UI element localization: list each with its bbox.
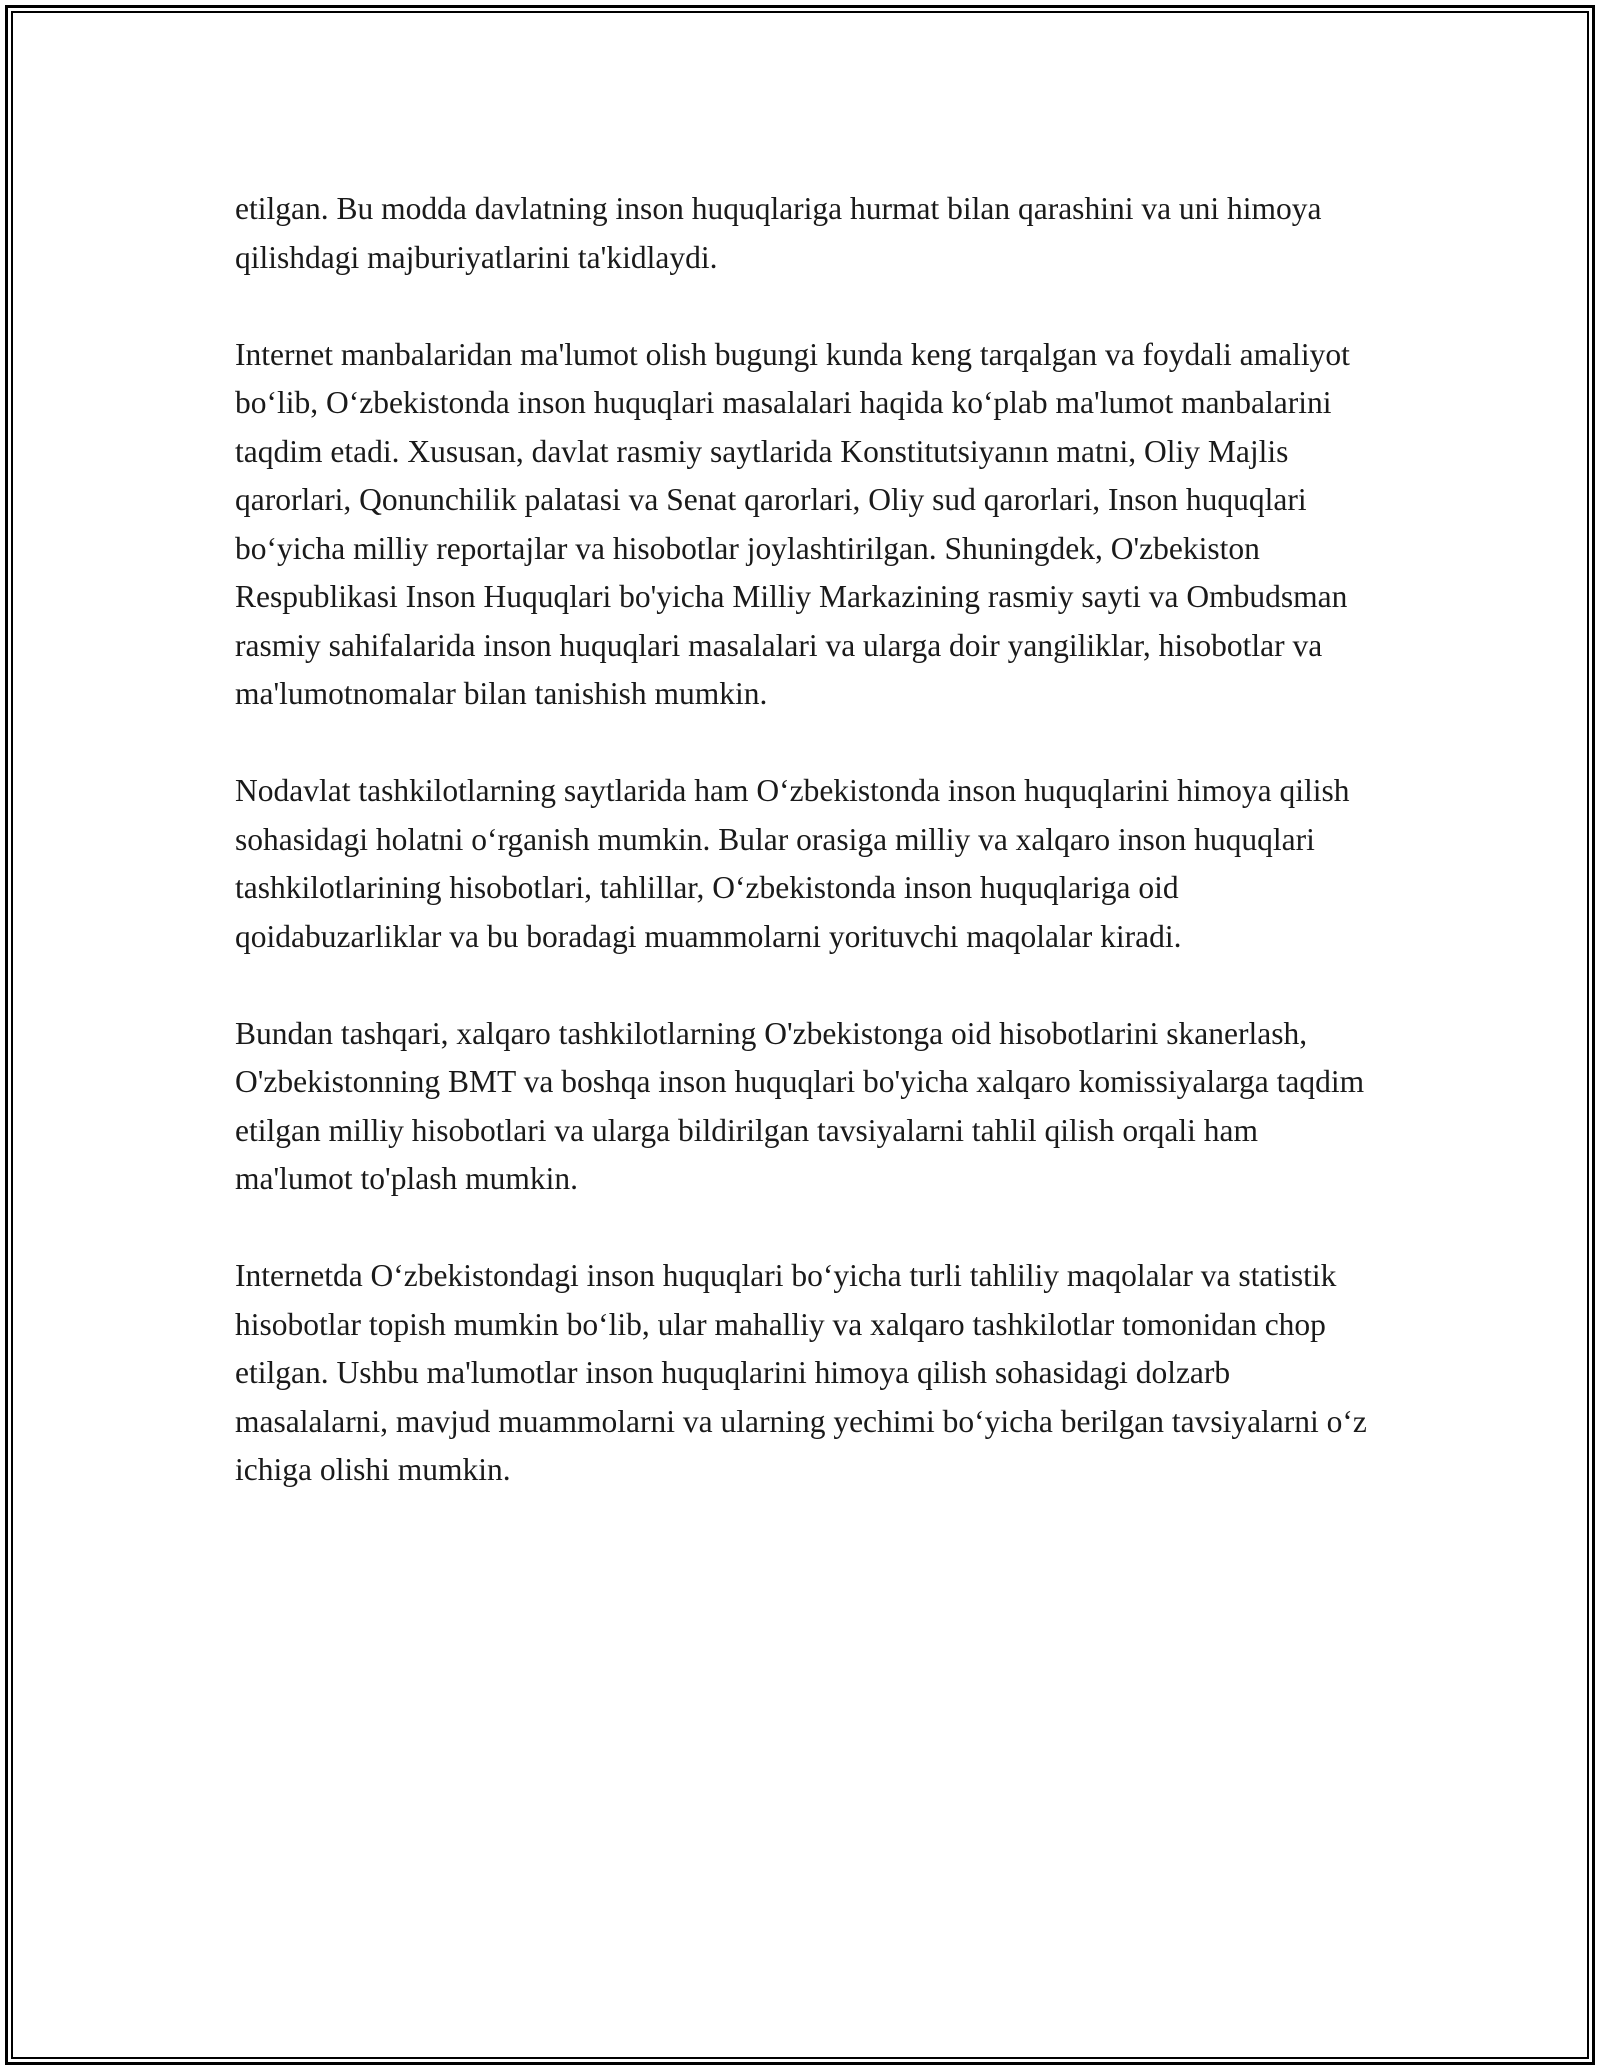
document-body <box>235 185 1380 1543</box>
paragraph-1: etilgan. Bu modda davlatning inson huquqlariga hurmat bilan qarashini va uni himoya qilishdagi majburiyatlarini ta'kidlaydi. <box>235 191 1322 275</box>
paragraph-2: Internet manbalaridan ma'lumot olish bugungi kunda keng tarqalgan va foydali amaliyot bo‘lib, O‘zbekistonda inson huquqlari masalalari haqida ko‘plab ma'lumot manbalarini taqdim etadi. Xususan, davlat rasmiy saytlarida Konstitutsiyanın matni, Oliy Majlis qarorlari, Qonunchilik palatasi va Senat qarorlari, Oliy sud qarorlari, Inson huquqlari bo‘yicha milliy reportajlar va hisobotlar joylashtirilgan. Shuningdek, O'zbekiston Respublikasi Inson Huquqlari bo'yicha Milliy Markazining rasmiy sayti va Ombudsman rasmiy sahifalarida inson huquqlari masalalari va ularga doir yangiliklar, hisobotlar va ma'lumotnomalar bilan tanishish mumkin. <box>235 336 1350 711</box>
paragraph-5: Internetda O‘zbekistondagi inson huquqlari bo‘yicha turli tahliliy maqolalar va statistik hisobotlar topish mumkin bo‘lib, ular mahalliy va xalqaro tashkilotlar tomonidan chop etilgan. Ushbu ma'lumotlar inson huquqlarini himoya qilish sohasidagi dolzarb masalalarni, mavjud muammolarni va ularning yechimi bo‘yicha berilgan tavsiyalarni o‘z ichiga olishi mumkin. <box>235 1258 1367 1487</box>
paragraph-4: Bundan tashqari, xalqaro tashkilotlarning O'zbekistonga oid hisobotlarini skanerlash, O'zbekistonning BMT va boshqa inson huquqlari bo'yicha xalqaro komissiyalarga taqdim etilgan milliy hisobotlari va ularga bildirilgan tavsiyalarni tahlil qilish orqali ham ma'lumot to'plash mumkin. <box>235 1015 1365 1196</box>
paragraph-3: Nodavlat tashkilotlarning saytlarida ham O‘zbekistonda inson huquqlarini himoya qilish sohasidagi holatni o‘rganish mumkin. Bular orasiga milliy va xalqaro inson huquqlari tashkilotlarining hisobotlari, tahlillar, O‘zbekistonda inson huquqlariga oid qoidabuzarliklar va bu boradagi muammolarni yorituvchi maqolalar kiradi. <box>235 773 1350 954</box>
